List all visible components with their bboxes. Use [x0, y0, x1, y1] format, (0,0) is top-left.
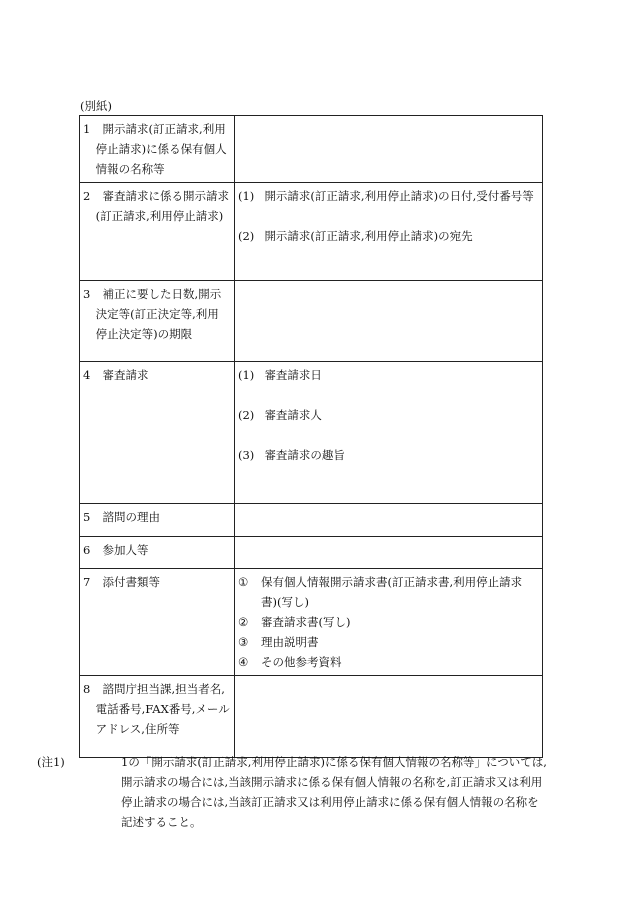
row-title-cell: [80, 183, 235, 281]
row-title: 参加人等: [102, 543, 149, 557]
row-title: 開示請求(訂正請求,利用停止請求)に係る保有個人情報の名称等: [95, 122, 227, 176]
list-item: (2) 開示請求(訂正請求,利用停止請求)の宛先: [238, 229, 473, 243]
row-title-cell: [80, 504, 235, 537]
table-row: [80, 116, 543, 183]
row-number: 6: [83, 543, 91, 557]
table-row: [80, 676, 543, 758]
row-title: 審査請求: [102, 368, 149, 382]
list-item: ② 審査請求書(写し): [238, 615, 351, 629]
table-row: [80, 569, 543, 676]
row-content-cell: [235, 676, 543, 758]
list-item: (3) 審査請求の趣旨: [238, 448, 345, 462]
row-title-cell: [80, 569, 235, 676]
row-content-cell: [235, 362, 543, 504]
list-item: (1) 審査請求日: [238, 368, 322, 382]
row-number: 1: [83, 122, 91, 136]
list-item: ④ その他参考資料: [238, 655, 342, 669]
row-title-cell: [80, 116, 235, 183]
list-item: ① 保有個人情報開示請求書(訂正請求書,利用停止請求書)(写し): [238, 575, 523, 609]
list-item: (1) 開示請求(訂正請求,利用停止請求)の日付,受付番号等: [238, 189, 534, 203]
row-title: 審査請求に係る開示請求(訂正請求,利用停止請求): [95, 189, 230, 223]
row-number: 3: [83, 287, 91, 301]
row-title-cell: [80, 362, 235, 504]
page-label: (別紙): [80, 99, 112, 113]
row-content-cell: [235, 183, 543, 281]
row-title-cell: [80, 281, 235, 362]
list-item: (2) 審査請求人: [238, 408, 322, 422]
row-number: 7: [83, 575, 91, 589]
footnote: [37, 752, 549, 832]
request-form-table: [79, 115, 543, 758]
table-row: [80, 504, 543, 537]
row-title-cell: [80, 537, 235, 569]
row-title: 補正に要した日数,開示決定等(訂正決定等,利用停止決定等)の期限: [95, 287, 222, 341]
row-content-cell: [235, 281, 543, 362]
row-title: 諮問庁担当課,担当者名,電話番号,FAX番号,メールアドレス,住所等: [95, 682, 230, 736]
row-content-cell: [235, 116, 543, 183]
table-row: [80, 537, 543, 569]
row-number: 5: [83, 510, 91, 524]
footnote-label: (注1): [37, 755, 65, 769]
row-title-cell: [80, 676, 235, 758]
row-content-cell: [235, 504, 543, 537]
row-content-cell: [235, 569, 543, 676]
table-row: [80, 362, 543, 504]
row-number: 8: [83, 682, 91, 696]
table-row: [80, 281, 543, 362]
footnote-text: 1の「開示請求(訂正請求,利用停止請求)に係る保有個人情報の名称等」については,開示請求の場合には,当該開示請求に係る保有個人情報の名称を,訂正請求又は利用停止請求の場合には,当該訂正請求又は利用停止請求に係る保有個人情報の名称を記述すること。: [121, 755, 547, 829]
table-row: [80, 183, 543, 281]
row-number: 4: [83, 368, 91, 382]
row-title: 諮問の理由: [102, 510, 161, 524]
row-content-cell: [235, 537, 543, 569]
row-title: 添付書類等: [102, 575, 161, 589]
list-item: ③ 理由説明書: [238, 635, 319, 649]
row-number: 2: [83, 189, 91, 203]
